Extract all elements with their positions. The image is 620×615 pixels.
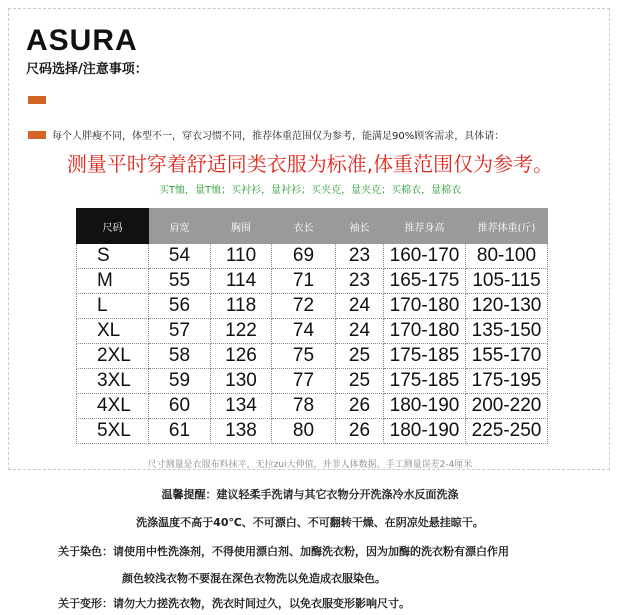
size-table [76, 208, 548, 444]
cell-sleeve: 23 [336, 244, 384, 269]
cell-shoulder: 58 [149, 344, 211, 369]
header-shoulder: 肩宽 [149, 209, 211, 244]
care-reminder: 温馨提醒：建议轻柔手洗请与其它衣物分开洗涤冷水反面洗涤 [161, 488, 459, 501]
measure-howto: 买T恤，量T恤；买衬衫，量衬衫；买夹克，量夹克；买棉衣，量棉衣 [158, 185, 462, 196]
subtitle: 尺码选择/注意事项： [26, 62, 148, 77]
cell-length: 71 [272, 269, 336, 294]
cell-sleeve: 25 [336, 344, 384, 369]
orange-bullet-icon [28, 96, 46, 104]
cell-chest: 130 [211, 369, 272, 394]
cell-height: 180-190 [384, 419, 466, 444]
cell-weight: 175-195 [466, 369, 548, 394]
cell-chest: 114 [211, 269, 272, 294]
cell-size: M [77, 269, 149, 294]
cell-sleeve: 24 [336, 294, 384, 319]
cell-weight: 155-170 [466, 344, 548, 369]
header-chest: 胸围 [211, 209, 272, 244]
cell-sleeve: 24 [336, 319, 384, 344]
cell-size: 4XL [77, 394, 149, 419]
cell-height: 175-185 [384, 344, 466, 369]
care-deform: 关于变形：请勿大力搓洗衣物，洗衣时间过久，以免衣服变形影响尺寸。 [58, 597, 410, 610]
cell-length: 80 [272, 419, 336, 444]
header-height: 推荐身高 [384, 209, 466, 244]
cell-height: 165-175 [384, 269, 466, 294]
cell-shoulder: 56 [149, 294, 211, 319]
cell-length: 75 [272, 344, 336, 369]
cell-sleeve: 23 [336, 269, 384, 294]
care-dye: 关于染色：请使用中性洗涤剂，不得使用漂白剂、加酶洗衣粉，因为加酶的洗衣粉有漂白作用 [58, 545, 509, 558]
cell-shoulder: 55 [149, 269, 211, 294]
cell-weight: 200-220 [466, 394, 548, 419]
table-row [77, 269, 548, 294]
brand-logo: ASURA [26, 24, 138, 57]
cell-shoulder: 54 [149, 244, 211, 269]
cell-sleeve: 26 [336, 419, 384, 444]
cell-size: XL [77, 319, 149, 344]
header-length: 衣长 [272, 209, 336, 244]
cell-weight: 80-100 [466, 244, 548, 269]
cell-chest: 118 [211, 294, 272, 319]
table-row [77, 319, 548, 344]
care-dye-detail: 颜色较浅衣物不要混在深色衣物洗以免造成衣服染色。 [122, 572, 386, 585]
cell-shoulder: 61 [149, 419, 211, 444]
table-row [77, 244, 548, 269]
cell-height: 175-185 [384, 369, 466, 394]
table-row [77, 344, 548, 369]
cell-sleeve: 26 [336, 394, 384, 419]
cell-sleeve: 25 [336, 369, 384, 394]
cell-height: 170-180 [384, 294, 466, 319]
cell-chest: 134 [211, 394, 272, 419]
cell-chest: 138 [211, 419, 272, 444]
table-row [77, 394, 548, 419]
cell-weight: 120-130 [466, 294, 548, 319]
table-row [77, 369, 548, 394]
cell-chest: 126 [211, 344, 272, 369]
cell-size: S [77, 244, 149, 269]
cell-shoulder: 57 [149, 319, 211, 344]
cell-length: 72 [272, 294, 336, 319]
cell-weight: 135-150 [466, 319, 548, 344]
cell-shoulder: 60 [149, 394, 211, 419]
cell-size: L [77, 294, 149, 319]
measurement-note: 尺寸测量是衣服布料抹平，无拉zui大伸值，并非人体数据。手工测量误差2-4厘米 [147, 460, 473, 470]
header-size: 尺码 [77, 209, 149, 244]
orange-bullet-icon [28, 131, 46, 139]
header-weight: 推荐体重(斤) [466, 209, 548, 244]
cell-size: 5XL [77, 419, 149, 444]
cell-size: 2XL [77, 344, 149, 369]
cell-length: 78 [272, 394, 336, 419]
header-sleeve: 袖长 [336, 209, 384, 244]
care-temperature: 洗涤温度不高于40℃、不可漂白、不可翻转干燥、在阴凉处悬挂晾干。 [136, 516, 484, 529]
table-header-row [77, 209, 548, 244]
cell-weight: 225-250 [466, 419, 548, 444]
cell-height: 160-170 [384, 244, 466, 269]
cell-size: 3XL [77, 369, 149, 394]
cell-length: 69 [272, 244, 336, 269]
table-row [77, 419, 548, 444]
cell-chest: 122 [211, 319, 272, 344]
cell-length: 74 [272, 319, 336, 344]
cell-length: 77 [272, 369, 336, 394]
table-row [77, 294, 548, 319]
measure-headline: 测量平时穿着舒适同类衣服为标准,体重范围仅为参考。 [66, 152, 554, 176]
cell-weight: 105-115 [466, 269, 548, 294]
cell-height: 170-180 [384, 319, 466, 344]
cell-chest: 110 [211, 244, 272, 269]
cell-height: 180-190 [384, 394, 466, 419]
cell-shoulder: 59 [149, 369, 211, 394]
fit-note: 每个人胖瘦不同，体型不一，穿衣习惯不同，推荐体重范围仅为参考，能满足90%顾客需求，具体请： [52, 131, 505, 142]
